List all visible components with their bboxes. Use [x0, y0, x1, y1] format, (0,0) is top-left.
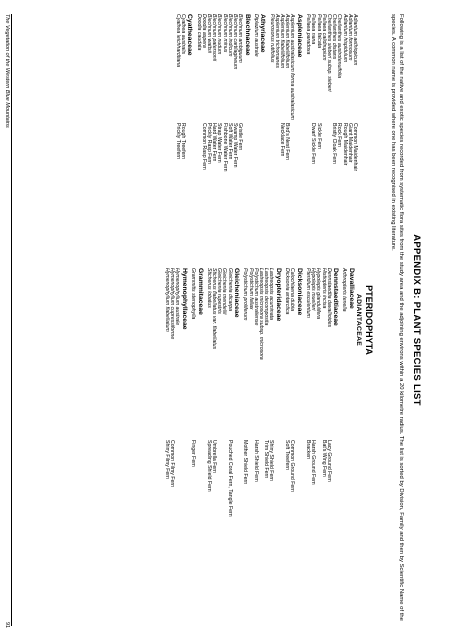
species-row — [174, 268, 179, 517]
family-heading: Davalliaceae — [348, 268, 355, 309]
species-row — [190, 268, 195, 517]
scientific-name: Adiantum hispidulum — [341, 14, 348, 63]
common-name: Finger Fern — [190, 440, 197, 467]
common-name: Sickle Fern — [315, 123, 322, 149]
species-column-left — [175, 14, 357, 172]
scientific-name: Adiantum aethiopicum — [352, 14, 358, 66]
scientific-name: Gleichenia rupestris — [216, 268, 223, 314]
scientific-name: Lastreopsis acuminata — [268, 268, 275, 320]
family-heading: Aspleniaceae — [295, 14, 303, 58]
scientific-name: Cheilanthes distans — [331, 14, 338, 60]
family-heading: Athyriaceae — [259, 14, 267, 53]
species-row — [268, 14, 273, 172]
scientific-name: Asplenium australasicum forma australasicum — [289, 14, 296, 120]
family-heading: Gleicheniaceae — [233, 268, 241, 318]
scientific-name: Cheilanthes sieberi subsp. sieberi — [325, 14, 332, 92]
species-row — [216, 14, 221, 172]
common-name: Bat's Wing Fern — [320, 440, 327, 477]
species-row — [315, 14, 320, 172]
common-name: Common Rasp Fern — [200, 123, 207, 170]
adiantaceae-species-list — [305, 14, 357, 172]
common-name: Spreading Shield Fern — [205, 440, 212, 492]
scientific-name: Sticherus flabellatus var. flabellatus — [211, 268, 218, 350]
scientific-name: Grammitis stenophylla — [190, 268, 197, 320]
common-name: Lacy Ground Fern — [325, 440, 332, 482]
common-name: Common Ground Fern — [289, 440, 296, 492]
species-column-right — [164, 268, 357, 517]
common-name: Gristle Fern — [237, 123, 244, 151]
scientific-name: Polystichum proliferum — [242, 268, 249, 321]
species-row — [341, 268, 346, 517]
scientific-name: Diplazium australe — [252, 14, 259, 57]
common-name: Bird's Nest Fern — [284, 123, 291, 161]
scientific-name: Pteridium esculentum — [304, 268, 311, 318]
scientific-name: Polystichum fallax — [247, 268, 254, 310]
family-heading: Dryopteridaceae — [274, 268, 282, 322]
family-heading: Blechnaceae — [243, 14, 251, 56]
species-row — [226, 268, 231, 517]
common-name: Harsh Shield Fern — [252, 440, 259, 482]
species-row — [175, 14, 180, 172]
species-row — [221, 14, 226, 172]
scientific-name: Blechnum ambiguum — [237, 14, 244, 63]
scientific-name: Asplenium trichomanes — [273, 14, 280, 68]
scientific-name: Gleichenia mendellii — [221, 268, 228, 315]
scientific-name: Sticherus lobatus — [205, 268, 212, 308]
page-title: APPENDIX B: PLANT SPECIES LIST — [411, 234, 422, 406]
scientific-name: Pellaea nana — [310, 14, 317, 45]
species-row — [253, 14, 258, 172]
common-name: Swamp Water Fern — [232, 123, 239, 168]
scientific-name: Blechnum patersonii — [211, 14, 218, 62]
scientific-name: Arthropteris tenella — [341, 268, 348, 312]
scientific-name: Blechnum indicum — [226, 14, 233, 57]
scientific-name: Dennstaedtia davallioides — [325, 268, 332, 328]
scientific-name: Asplenium flabellifolium — [279, 14, 286, 69]
common-name: Trim Shield Fern — [263, 440, 270, 479]
scientific-name: Pleurosorus rutifolius — [268, 14, 275, 63]
scientific-name: Polystichum australiense — [252, 268, 259, 326]
scientific-name: Doodia aspera — [200, 14, 207, 48]
species-row — [242, 268, 247, 517]
intro-paragraph: Following is a list of the native and exotic species recorded from systematic flora sites from the study area and the adjoining environs within a 20 kilometre radius. The list is sorted by Division, Family and then by Scientific Name of the species. A common name is provided where one has been recognised in existing literature. — [390, 14, 404, 621]
common-name: Fishbone Water Fern — [221, 123, 228, 172]
species-row — [289, 14, 294, 172]
page-number: 91 — [4, 622, 10, 629]
common-name: Shiny Filmy Fern — [164, 440, 171, 479]
footer-rule — [11, 14, 12, 626]
scientific-name: Adiantum formosum — [346, 14, 353, 61]
common-name: Rock Fern — [336, 123, 343, 147]
scientific-name: Hymenophyllum cupressiforme — [169, 268, 176, 340]
scientific-name: Cyathea leichhardtiana — [174, 14, 181, 68]
scientific-name: Pellaea paradoxa — [305, 14, 312, 55]
scientific-name: Lastreopsis decomposita — [263, 268, 270, 326]
common-name: Harsh Ground Fern — [310, 440, 317, 485]
division-heading: PTERIDOPHYTA — [364, 285, 374, 355]
scientific-name: Blechnum nudum — [216, 14, 223, 55]
scientific-name: Blechnum cartilagineum — [232, 14, 239, 70]
scientific-name: Dicksonia antarctica — [284, 268, 291, 315]
common-name: Prickly Rasp Fern — [206, 123, 213, 164]
common-name: Prickly Treefern — [174, 123, 181, 160]
common-name: Strap Water Fern — [216, 123, 223, 163]
footer-text: The Vegetation of the Western Blue Mountains — [4, 14, 10, 128]
common-name: Bracken — [304, 440, 311, 460]
scientific-name: Gleichenia dicarpa — [226, 268, 233, 311]
scientific-name: Hypolepis glandulifera — [315, 268, 322, 320]
scientific-name: Pellaea falcata — [315, 14, 322, 49]
common-name: Dwarf Sickle Fern — [310, 123, 317, 164]
family-heading: Dennstaedtiaceae — [332, 268, 340, 326]
scientific-name: Cyathea australis — [179, 14, 186, 55]
common-name: Shiny Shield Fern — [268, 440, 275, 481]
scientific-name: Hymenophyllum flabellatum — [164, 268, 171, 332]
common-name: Mother Shield Fern — [242, 440, 249, 485]
scientific-name: Pellaea calidirupium — [320, 14, 327, 61]
family-heading: Cyatheaceae — [186, 14, 194, 56]
common-name: Umbrella Fern — [211, 440, 218, 473]
common-name: Pouched Coral Fern, Tangle Fern — [226, 440, 233, 517]
scientific-name: Doodia caudata — [195, 14, 202, 51]
scientific-name: Asplenium flabellifolium — [284, 14, 291, 69]
common-name: Hard Water Fern — [211, 123, 218, 162]
scientific-name: Hymenophyllum australe — [174, 268, 181, 326]
species-row — [341, 14, 346, 172]
common-name: Rough Maidenhair — [341, 123, 348, 166]
common-name: Common Maidenhair — [352, 123, 358, 172]
common-name: Necklace Fern — [279, 123, 286, 157]
common-name: Bristly Cloak Fern — [331, 123, 338, 164]
family-heading: Hymenophyllaceae — [180, 268, 188, 330]
scientific-name: Histiopteris incisa — [320, 268, 327, 309]
common-name: Giant Maidenhair — [346, 123, 353, 163]
common-name: Soft Water Fern — [226, 123, 233, 160]
scientific-name: Hypolepis muelleri — [310, 268, 317, 311]
family-heading: Grammitaceae — [196, 268, 204, 315]
family-list-right — [164, 268, 355, 517]
scientific-name: Cheilanthes austrotenuifolia — [336, 14, 343, 79]
common-name: Rough Treefern — [179, 123, 186, 160]
class-heading: ADIANTACEAE — [355, 293, 362, 347]
scientific-name: Calochlaena dubia — [289, 268, 296, 311]
family-list-left — [175, 14, 303, 172]
common-name: Common Filmy Fern — [169, 440, 176, 487]
common-name: Soft Treefern — [284, 440, 291, 470]
scientific-name: Blechnum wattsii — [206, 14, 213, 53]
species-row — [206, 268, 211, 517]
scientific-name: Lastreopsis microsora subsp. microsora — [257, 268, 264, 360]
family-heading: Dicksoniaceae — [295, 268, 303, 316]
scientific-name: Blechnum minus — [221, 14, 228, 53]
